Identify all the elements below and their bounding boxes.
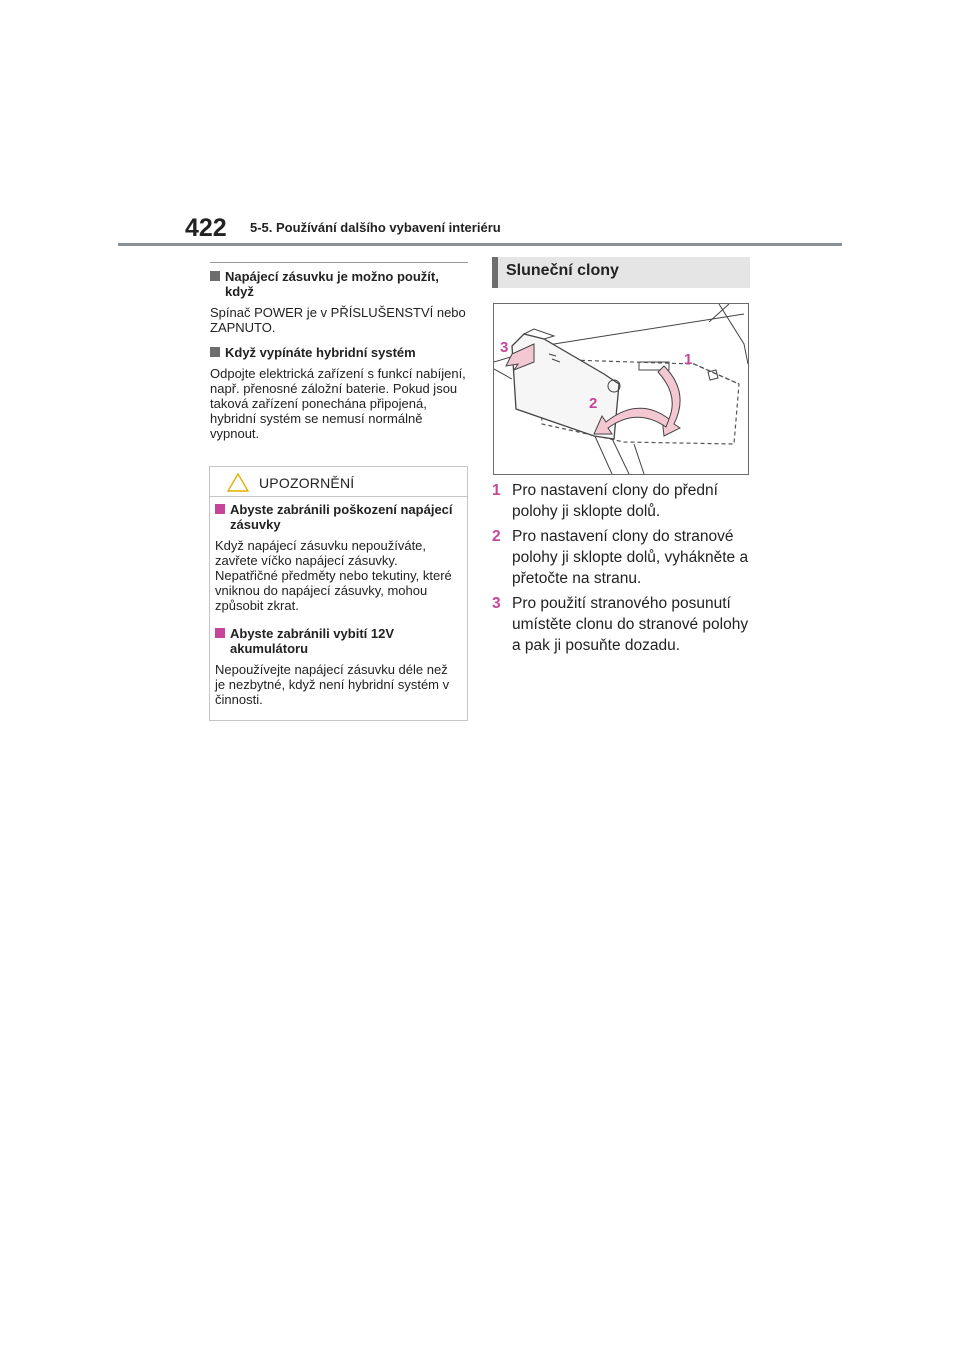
step-number: 2 [492,528,501,545]
step-number: 1 [492,482,501,499]
step-text: Pro nastavení clony do stranové polohy ji sklopte dolů, vyhákněte a přetočte na stranu. [512,528,749,587]
caution-header [210,467,467,497]
step-item [492,593,754,656]
page-number: 422 [185,214,227,242]
section-title: 5-5. Používání dalšího vybavení interiéru [250,220,501,235]
square-bullet-icon [215,628,225,638]
caution-item-heading [215,626,461,656]
hybrid-off-heading [210,345,468,360]
heading-text: Abyste zabránili poškození napájecí zásuvky [230,502,453,532]
steps-list [492,480,754,660]
left-top-rule [210,262,468,263]
step-number: 3 [492,595,501,612]
caution-item-text: Nepoužívejte napájecí zásuvku déle než je nezbytné, když není hybridní systém v činnosti. [215,662,450,707]
caution-title: UPOZORNĚNÍ [259,475,355,491]
power-outlet-usage-text: Spínač POWER je v PŘÍSLUŠENSTVÍ nebo ZAPNUTO. [210,305,466,335]
sun-visors-title: Sluneční clony [506,262,619,279]
figure-label: 1 [684,351,693,368]
caution-box [209,466,468,721]
sun-visor-illustration [494,304,748,474]
figure-label: 3 [500,339,509,356]
power-outlet-usage-heading [210,269,468,299]
step-text: Pro použití stranového posunutí umístěte clonu do stranové polohy a pak ji posuňte dozadu. [512,595,749,654]
heading-text: Napájecí zásuvku je možno použít, když [225,269,439,299]
sun-visors-title-bar [492,257,750,288]
step-item [492,480,754,522]
heading-text: Abyste zabránili vybití 12V akumulátoru [230,626,395,656]
step-text: Pro nastavení clony do přední polohy ji sklopte dolů. [512,482,718,520]
square-bullet-icon [210,347,220,357]
warning-triangle-icon [227,473,249,492]
square-bullet-icon [210,271,220,281]
header-rule [118,243,842,246]
caution-item-text: Když napájecí zásuvku nepoužíváte, zavřete víčko napájecí zásuvky. Nepatřičné předměty nebo tekutiny, které vniknou do napájecí zásuvky, mohou způsobit zkrat. [215,538,452,613]
left-column [210,262,468,451]
figure-label: 2 [589,395,598,412]
caution-item-heading [215,502,461,532]
hybrid-off-text: Odpojte elektrická zařízení s funkcí nabíjení, např. přenosné záložní baterie. Pokud jsou taková zařízení ponechána připojená, hybridní systém se nemusí normálně vypnout. [210,366,466,441]
sun-visor-figure [493,303,749,475]
heading-text: Když vypínáte hybridní systém [225,345,416,360]
step-item [492,526,754,589]
caution-body [210,497,467,707]
square-bullet-icon [215,504,225,514]
